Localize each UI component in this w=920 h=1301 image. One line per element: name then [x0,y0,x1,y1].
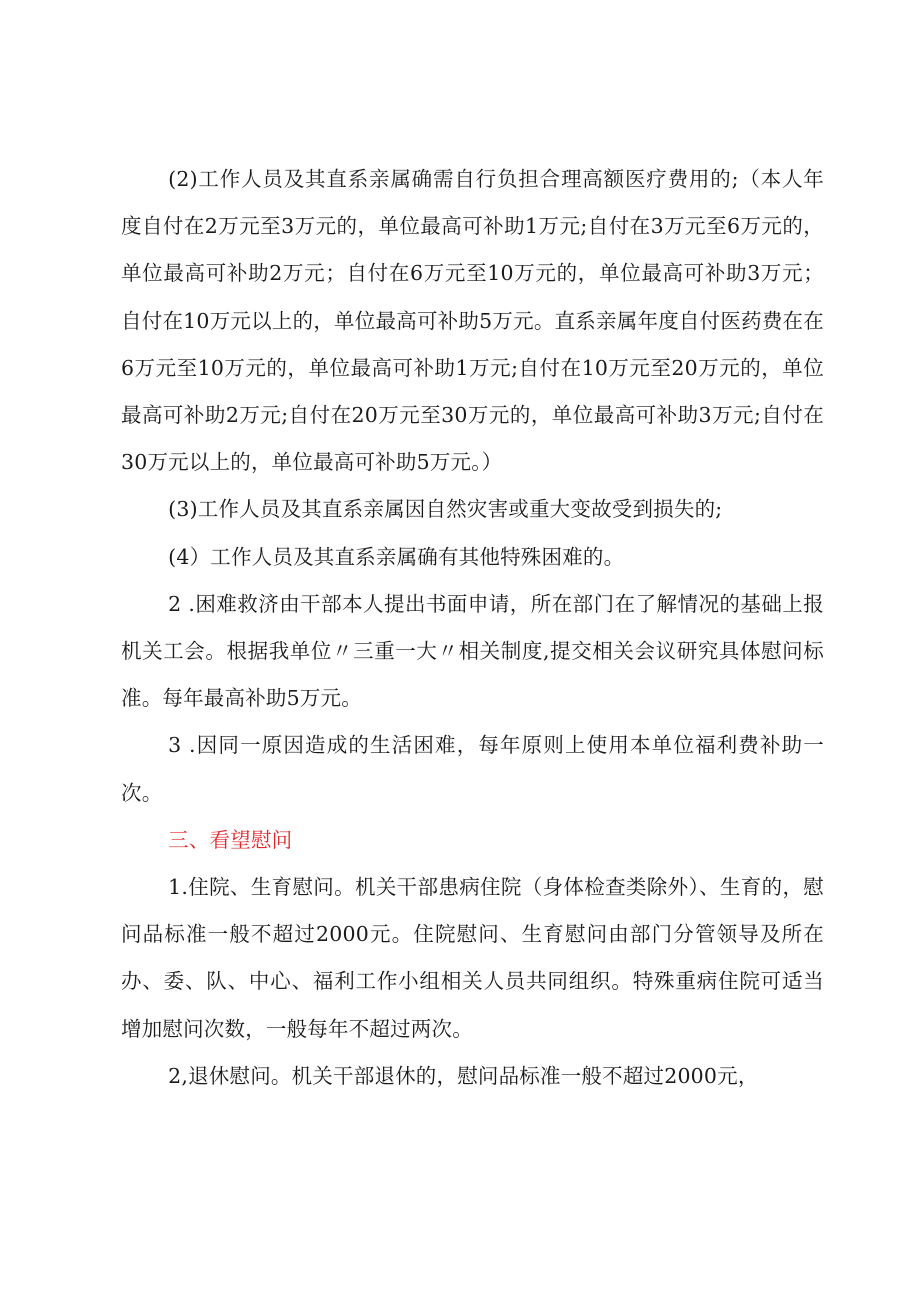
paragraph-rule-2: 2 .困难救济由干部本人提出书面申请，所在部门在了解情况的基础上报机关工会。根据我单位〃三重一大〃相关制度,提交相关会议研究具体慰问标准。每年最高补助5万元。 [121,591,824,711]
paragraph-item-2: (2)工作人员及其直系亲属确需自行负担合理高额医疗费用的;（本人年度自付在2万元至3万元的，单位最高可补助1万元;自付在3万元至6万元的，单位最高可补助2万元；自付在6万元至10万元的，单位最高可补助3万元；自付在10万元以上的，单位最高可补助5万元。直系亲属年度自付医药费在在6万元至10万元的，单位最高可补助1万元;自付在10万元至20万元的，单位最高可补助2万元;自付在20万元至30万元的，单位最高可补助3万元;自付在30万元以上的，单位最高可补助5万元。） [121,167,824,475]
paragraph-visit-1: 1.住院、生育慰问。机关干部患病住院（身体检查类除外）、生育的，慰问品标准一般不超过2000元。住院慰问、生育慰问由部门分管领导及所在办、委、队、中心、福利工作小组相关人员共同组织。特殊重病住院可适当增加慰问次数，一般每年不超过两次。 [121,875,824,1041]
paragraph-item-4: (4）工作人员及其直系亲属确有其他特殊困难的。 [168,544,625,569]
paragraph-item-3: (3)工作人员及其直系亲属因自然灾害或重大变故受到损失的; [168,497,723,522]
paragraph-rule-3: 3 .因同一原因造成的生活困难，每年原则上使用本单位福利费补助一次。 [121,733,824,805]
paragraph-visit-2: 2,退休慰问。机关干部退休的，慰问品标准一般不超过2000元， [168,1063,759,1088]
section-heading-visits: 三、看望慰问 [168,827,293,852]
